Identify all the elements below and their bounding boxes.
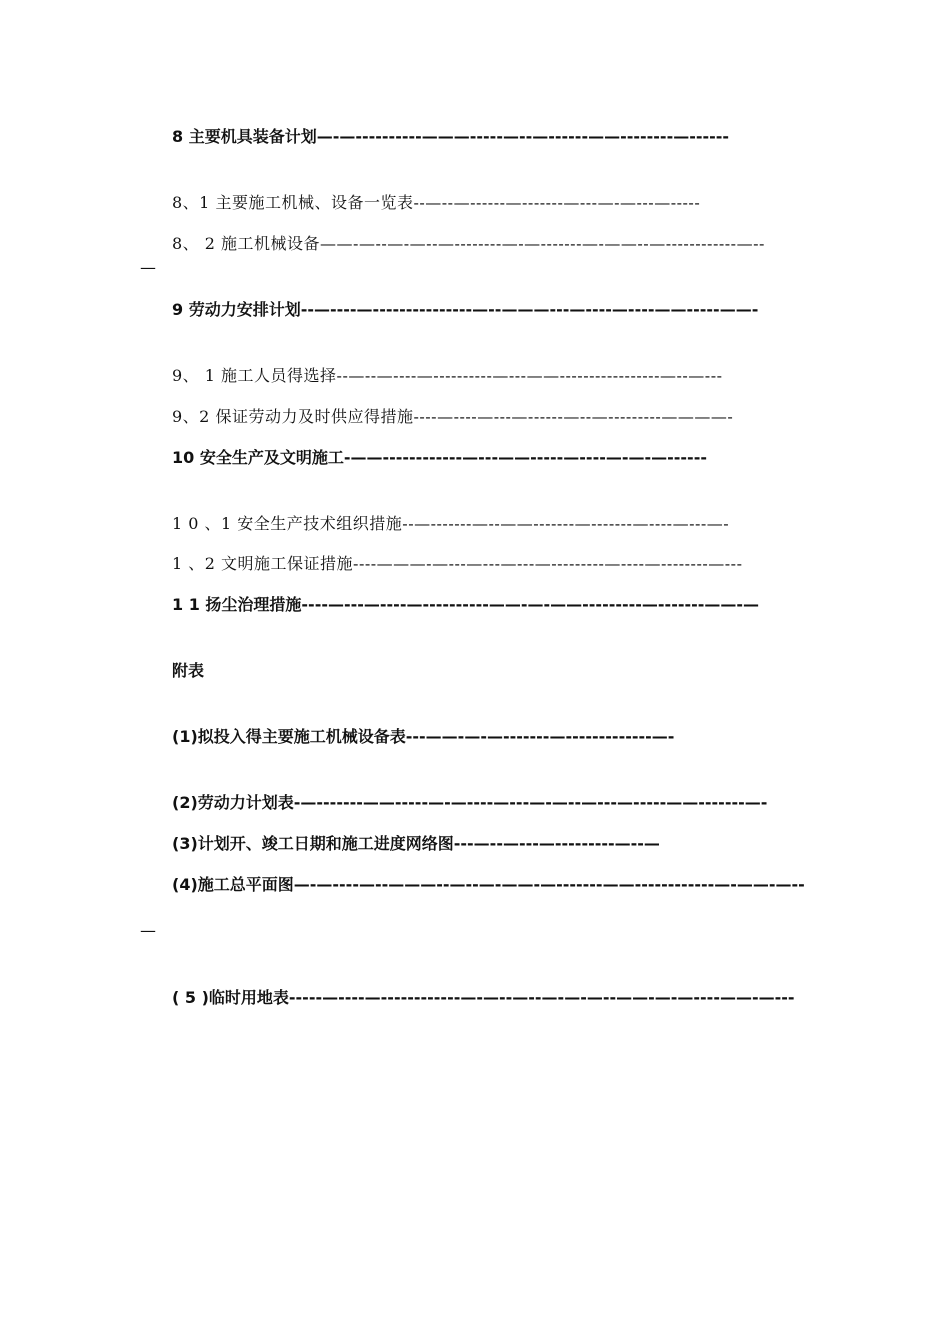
- toc-entry-9[interactable]: 9 劳动力安排计划--—----—---------------—--———---—----—----——-----——-: [172, 300, 759, 319]
- toc-entry-8[interactable]: 8 主要机具装备计划—-—----------———-----—--—------——--------—------: [172, 127, 730, 146]
- appendix-entry-2[interactable]: (2)劳动力计划表-—-------——-----—-—----—---—-—--—---—-----——-------—-: [172, 793, 768, 812]
- appendix-entry-4[interactable]: (4)施工总平面图—-—----—--———--—--—-——-—-------——------------—-——-—--: [172, 875, 805, 894]
- toc-entry-9-2[interactable]: 9、2 保证劳动力及时供应得措施----—----—---—------—--—---------————-: [172, 407, 734, 426]
- toc-entry-10[interactable]: 10 安全生产及文明施工-——------------—---——-----—----—-—-—------: [172, 448, 707, 467]
- appendix-entry-4-wrap: —: [140, 921, 156, 940]
- toc-entry-11[interactable]: 1 1 扬尘治理措施----—---—----—----------——-—-——---------—-------——-—: [172, 595, 760, 614]
- toc-entry-10-1[interactable]: 1 0 、1 安全生产技术组织措施--—-------—--——-------—-------—----—---—-: [172, 514, 730, 533]
- toc-entry-8-2[interactable]: 8、 2 施工机械设备——-—--—-—--—--------—-—-------—-——--—------------—--: [172, 234, 765, 253]
- appendix-entry-1[interactable]: (1)拟投入得主要施工机械设备表---——-—-—-------—-------------—-: [172, 727, 675, 746]
- toc-entry-8-2-wrap: —: [140, 258, 156, 277]
- toc-entry-1-2[interactable]: 1 、2 文明施工保证措施----———-—---—---—---—---------—----—--------—---: [172, 554, 743, 573]
- toc-entry-9-1[interactable]: 9、 1 施工人员得选择--—--—----—----------—---——-----------------—--—---: [172, 366, 723, 385]
- appendix-entry-5[interactable]: ( 5 )临时用地表-----—----—------------—-—--—--—-—-—--——-—-—----——-—---: [172, 988, 795, 1007]
- appendix-entry-3[interactable]: (3)计划开、竣工日期和施工进度网络图---—--—---—---------—--—: [172, 834, 660, 853]
- appendix-heading[interactable]: 附表: [172, 661, 205, 680]
- toc-entry-8-1[interactable]: 8、1 主要施工机械、设备一览表--—--—------—-------—---—-—---—-----: [172, 193, 701, 212]
